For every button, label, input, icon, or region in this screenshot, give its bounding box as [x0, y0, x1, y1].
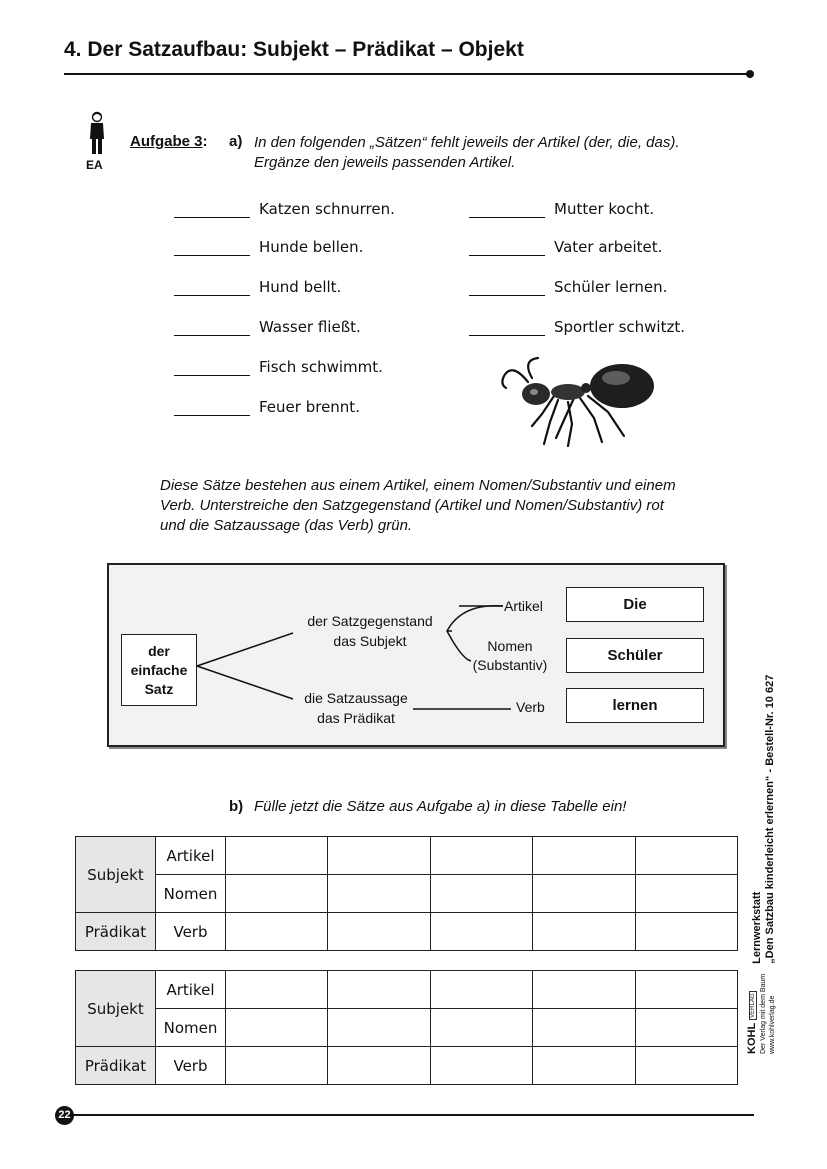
diagram-subject-line: der Satzgegenstand — [307, 613, 433, 629]
footer-rule — [70, 1114, 754, 1116]
ant-illustration — [498, 352, 664, 452]
answer-cell[interactable] — [533, 971, 635, 1009]
page-title: 4. Der Satzaufbau: Subjekt – Prädikat – Objekt — [64, 38, 524, 61]
answer-cell[interactable] — [226, 913, 328, 951]
book-title-order-number: „Den Satzbau kinderleicht erlernen“ - Bestell-Nr. 10 627 — [764, 674, 776, 964]
sentence-text: Schüler lernen. — [554, 278, 668, 296]
instruction-a-line: Ergänze den jeweils passenden Artikel. — [254, 154, 516, 171]
task-label-text: Aufgabe 3 — [130, 133, 203, 150]
answer-cell[interactable] — [635, 971, 737, 1009]
answer-cell[interactable] — [533, 837, 635, 875]
answer-blank[interactable] — [174, 203, 250, 218]
answer-cell[interactable] — [635, 1047, 737, 1085]
answer-blank[interactable] — [174, 361, 250, 376]
diagram-root-line: Satz — [144, 680, 174, 697]
row-label-nomen: Nomen — [156, 1009, 226, 1047]
diagram-root-line: der — [148, 642, 170, 659]
answer-cell[interactable] — [328, 1047, 430, 1085]
answer-blank[interactable] — [469, 203, 545, 218]
person-icon — [86, 111, 108, 157]
sentence-text: Wasser fließt. — [259, 318, 361, 336]
diagram-subject-line: das Subjekt — [333, 633, 407, 649]
answer-blank[interactable] — [174, 401, 250, 416]
sentence-text: Fisch schwimmt. — [259, 358, 383, 376]
row-header-predicate: Prädikat — [76, 913, 156, 951]
title-rule — [64, 73, 750, 75]
instruction-a — [254, 133, 680, 173]
answer-cell[interactable] — [226, 971, 328, 1009]
sentence-item — [174, 316, 395, 336]
answer-cell[interactable] — [430, 1047, 532, 1085]
publisher-slogan: Der Verlag mit dem Baum — [760, 973, 767, 1054]
answer-cell[interactable] — [635, 1009, 737, 1047]
answer-cell[interactable] — [533, 1009, 635, 1047]
sentence-item — [174, 198, 395, 218]
task-label — [130, 133, 208, 150]
diagram-root-line: einfache — [130, 661, 188, 678]
answer-cell[interactable] — [635, 875, 737, 913]
sentence-text: Katzen schnurren. — [259, 200, 395, 218]
answer-blank[interactable] — [469, 241, 545, 256]
paragraph-line: Verb. Unterstreiche den Satzgegenstand (Artikel und Nomen/Substantiv) rot — [160, 497, 664, 514]
answer-cell[interactable] — [635, 837, 737, 875]
answer-cell[interactable] — [430, 971, 532, 1009]
diagram-root-box — [121, 634, 197, 706]
diagram-nomen-label — [462, 637, 558, 675]
answer-cell[interactable] — [430, 1009, 532, 1047]
diagram-predicate-line: das Prädikat — [317, 710, 395, 726]
diagram-verb-label: Verb — [516, 699, 545, 715]
answer-cell[interactable] — [533, 1047, 635, 1085]
table-row — [76, 1009, 738, 1047]
row-label-verb: Verb — [156, 1047, 226, 1085]
part-a-label: a) — [229, 133, 243, 150]
answer-blank[interactable] — [174, 281, 250, 296]
table-row — [76, 971, 738, 1009]
row-header-subject: Subjekt — [76, 971, 156, 1047]
publisher-badge: VERLAG — [749, 993, 756, 1018]
answer-cell[interactable] — [328, 971, 430, 1009]
example-artikel-box: Die — [566, 587, 704, 622]
sentence-text: Hunde bellen. — [259, 238, 364, 256]
table-row — [76, 837, 738, 875]
sentence-item — [469, 276, 685, 296]
sentence-item — [174, 396, 395, 416]
diagram-artikel-label: Artikel — [504, 598, 543, 614]
sentence-text: Hund bellt. — [259, 278, 342, 296]
answer-blank[interactable] — [174, 321, 250, 336]
example-nomen-box: Schüler — [566, 638, 704, 673]
answer-cell[interactable] — [533, 875, 635, 913]
sentence-text: Feuer brennt. — [259, 398, 360, 416]
sentence-text: Vater arbeitet. — [554, 238, 663, 256]
sentence-list-left — [174, 198, 395, 416]
answer-cell[interactable] — [328, 913, 430, 951]
sentence-list-right — [469, 198, 685, 336]
row-label-nomen: Nomen — [156, 875, 226, 913]
answer-cell[interactable] — [430, 913, 532, 951]
answer-cell[interactable] — [635, 913, 737, 951]
answer-blank[interactable] — [469, 281, 545, 296]
page-number: 22 — [55, 1106, 74, 1125]
answer-cell[interactable] — [430, 875, 532, 913]
part-b-label: b) — [229, 798, 244, 815]
sentence-item — [469, 316, 685, 336]
task-label-colon: : — [202, 133, 208, 150]
table-row — [76, 913, 738, 951]
title-rule-dot — [746, 70, 754, 78]
publisher-name: KOHL — [746, 1022, 758, 1054]
answer-cell[interactable] — [226, 875, 328, 913]
sentence-item — [174, 356, 395, 376]
series-name: Lernwerkstatt — [751, 891, 763, 964]
paragraph-line: und die Satzaussage (das Verb) grün. — [160, 517, 413, 534]
answer-cell[interactable] — [226, 1047, 328, 1085]
answer-table-1 — [75, 836, 738, 951]
paragraph-line: Diese Sätze bestehen aus einem Artikel, einem Nomen/Substantiv und einem — [160, 477, 676, 494]
publisher-sidebar — [746, 674, 827, 1060]
diagram-predicate-label — [294, 688, 418, 728]
answer-cell[interactable] — [226, 837, 328, 875]
sentence-text: Sportler schwitzt. — [554, 318, 686, 336]
answer-blank[interactable] — [174, 241, 250, 256]
example-verb-box: lernen — [566, 688, 704, 723]
row-header-subject: Subjekt — [76, 837, 156, 913]
publisher-url: www.kohlverlag.de — [769, 995, 776, 1054]
answer-table-2 — [75, 970, 738, 1085]
work-mode-label: EA — [86, 158, 103, 172]
instruction-a-line: In den folgenden „Sätzen“ fehlt jeweils der Artikel (der, die, das). — [254, 134, 680, 151]
sentence-item — [174, 276, 395, 296]
answer-cell[interactable] — [430, 837, 532, 875]
row-header-predicate: Prädikat — [76, 1047, 156, 1085]
instruction-paragraph — [160, 476, 676, 536]
row-label-artikel: Artikel — [156, 971, 226, 1009]
answer-cell[interactable] — [226, 1009, 328, 1047]
answer-blank[interactable] — [469, 321, 545, 336]
diagram-subject-label — [294, 611, 446, 651]
diagram-nomen-line: (Substantiv) — [472, 657, 548, 673]
sentence-item — [469, 236, 685, 256]
sentence-item — [469, 198, 685, 218]
table-row — [76, 1047, 738, 1085]
table-row — [76, 875, 738, 913]
answer-cell[interactable] — [533, 913, 635, 951]
part-b-instruction: Fülle jetzt die Sätze aus Aufgabe a) in diese Tabelle ein! — [254, 798, 627, 815]
answer-cell[interactable] — [328, 1009, 430, 1047]
sentence-item — [174, 236, 395, 256]
sentence-text: Mutter kocht. — [554, 200, 655, 218]
answer-cell[interactable] — [328, 875, 430, 913]
answer-cell[interactable] — [328, 837, 430, 875]
row-label-artikel: Artikel — [156, 837, 226, 875]
diagram-predicate-line: die Satzaussage — [304, 690, 408, 706]
diagram-nomen-line: Nomen — [487, 638, 533, 654]
row-label-verb: Verb — [156, 913, 226, 951]
